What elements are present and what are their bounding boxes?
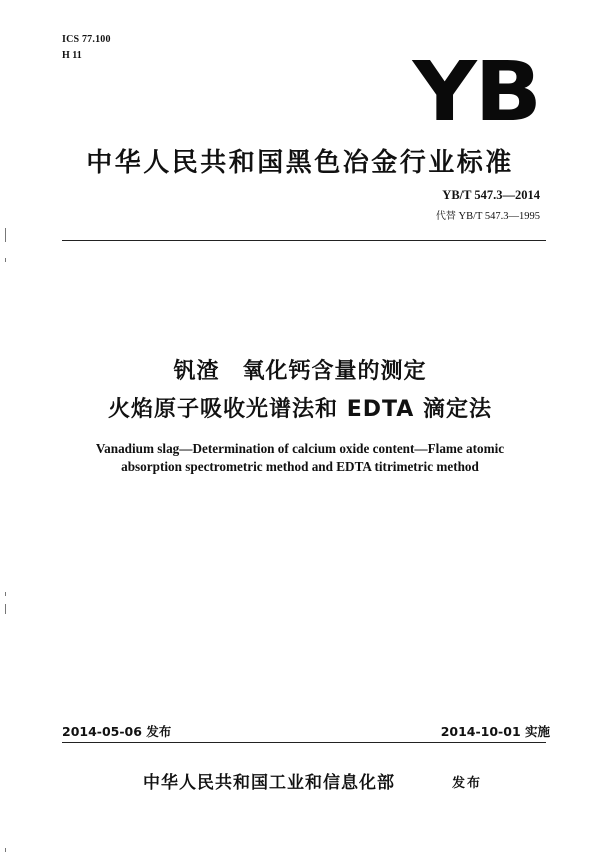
scan-mark <box>5 848 6 852</box>
ccs-code: H 11 <box>62 50 82 61</box>
issue-date: 2014-05-06 发布 <box>62 724 172 739</box>
implementation-date: 2014-10-01 实施 <box>440 724 550 739</box>
replaces-label: 代替 <box>435 211 456 222</box>
title-en-line2: absorption spectrometric method and EDTA titrimetric method <box>121 459 479 474</box>
scan-mark <box>5 228 6 242</box>
title-cn-line1: 钒渣 氧化钙含量的测定 <box>173 359 427 384</box>
scan-mark <box>5 604 6 614</box>
top-divider <box>62 240 546 241</box>
scan-mark <box>5 258 6 262</box>
scan-mark <box>5 592 6 596</box>
title-en-line1: Vanadium slag—Determination of calcium oxide content—Flame atomic <box>95 441 505 456</box>
standard-number: YB/T 547.3—2014 <box>442 188 540 202</box>
title-cn-line2: 火焰原子吸收光谱法和 EDTA 滴定法 <box>108 397 492 422</box>
replaces-number: YB/T 547.3—1995 <box>458 211 540 222</box>
issue-action: 发布 <box>452 776 483 791</box>
standard-category-title: 中华人民共和国黑色冶金行业标准 <box>86 148 514 178</box>
ics-code: ICS 77.100 <box>62 34 111 45</box>
replaces-line <box>436 207 540 222</box>
yb-logo: YB <box>412 45 540 140</box>
issuing-authority: 中华人民共和国工业和信息化部 <box>143 773 395 793</box>
bottom-divider <box>62 742 546 743</box>
